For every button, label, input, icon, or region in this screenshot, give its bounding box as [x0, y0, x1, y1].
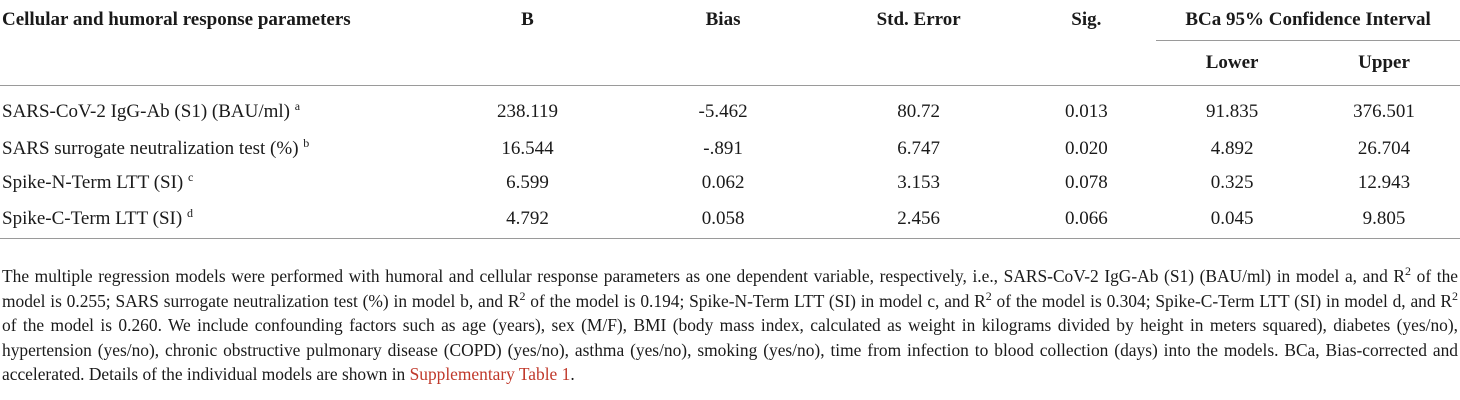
header-bias: Bias: [705, 9, 741, 30]
cell-lower: 0.325: [1210, 172, 1254, 193]
cell-sig: 0.066: [1016, 200, 1156, 239]
cell-upper: 12.943: [1357, 172, 1411, 193]
cell-bias: 0.062: [701, 172, 745, 193]
footnote-sup-4: 2: [1451, 288, 1458, 303]
cell-std-error: 3.153: [897, 172, 941, 193]
cell-param: [0, 132, 430, 166]
table-row: [0, 200, 1460, 239]
cell-lower: 0.045: [1156, 200, 1308, 239]
supplementary-table-link[interactable]: Supplementary Table 1: [409, 364, 571, 385]
table-row: [0, 86, 1460, 133]
param-label: SARS-CoV-2 IgG-Ab (S1) (BAU/ml): [2, 101, 291, 122]
cell-bias: -.891: [703, 138, 743, 159]
footnote-text-5: of the model is 0.260. We include confounding factors such as age (years), sex (M/F), BMI (body mass index, calculated as weight in kilograms divided by height in meters squared), diabetes (yes/no), hypertension (yes/no), chronic obstructive pulmonary disease (COPD) (yes/no), asthma (yes/no), smoking (yes/no), time from infection to blood collection (days) into the models. BCa, Bias-corrected and accelerated. Details of the individual models are shown in: [2, 315, 1458, 385]
header-sig: Sig.: [1071, 9, 1102, 30]
cell-b: 16.544: [501, 138, 554, 159]
header-lower: Lower: [1205, 52, 1259, 73]
header-param: Cellular and humoral response parameters: [2, 9, 351, 30]
cell-sig: 0.020: [1064, 138, 1108, 159]
table-footnote: [2, 264, 1458, 387]
footnote-text-3: of the model is 0.194; Spike-N-Term LTT (SI) in model c, and R: [525, 290, 986, 311]
param-footnote-marker: a: [294, 99, 301, 113]
cell-b: 6.599: [506, 172, 549, 193]
header-row-1: [0, 0, 1460, 41]
header-ci: BCa 95% Confidence Interval: [1156, 0, 1460, 41]
param-footnote-marker: b: [303, 136, 310, 150]
cell-lower: 4.892: [1210, 138, 1254, 159]
footnote-text-2: of the model is 0.255; SARS surrogate neutralization test (%) in model b, and R: [2, 266, 1458, 311]
param-label: Spike-C-Term LTT (SI): [2, 208, 183, 229]
param-label: Spike-N-Term LTT (SI): [2, 172, 184, 193]
cell-lower: 91.835: [1156, 86, 1308, 133]
footnote-text-4: of the model is 0.304; Spike-C-Term LTT (SI) in model d, and R: [991, 290, 1452, 311]
footnote-sup-3: 2: [985, 288, 992, 303]
cell-param: [0, 86, 430, 133]
header-std-error: Std. Error: [876, 9, 961, 30]
header-b: B: [521, 9, 534, 30]
cell-std-error: 80.72: [821, 86, 1017, 133]
cell-b: 238.119: [430, 86, 626, 133]
table-row: [0, 166, 1460, 200]
cell-upper: 376.501: [1308, 86, 1460, 133]
cell-bias: -5.462: [625, 86, 821, 133]
footnote-text-1: The multiple regression models were performed with humoral and cellular response parameters as one dependent variable, respectively, i.e., SARS-CoV-2 IgG-Ab (S1) (BAU/ml) in model a, and R: [2, 266, 1405, 286]
header-upper: Upper: [1358, 52, 1410, 73]
footnote-end: .: [570, 364, 575, 385]
cell-upper: 26.704: [1357, 138, 1411, 159]
cell-std-error: 6.747: [897, 138, 941, 159]
footnote-sup-2: 2: [519, 288, 526, 303]
cell-upper: 9.805: [1308, 200, 1460, 239]
param-footnote-marker: d: [186, 206, 193, 220]
cell-sig: 0.013: [1016, 86, 1156, 133]
cell-std-error: 2.456: [821, 200, 1017, 239]
cell-b: 4.792: [430, 200, 626, 239]
cell-param: [0, 166, 430, 200]
table-row: [0, 132, 1460, 166]
param-footnote-marker: c: [188, 170, 194, 184]
cell-sig: 0.078: [1064, 172, 1108, 193]
table-body: [0, 86, 1460, 239]
cell-bias: 0.058: [625, 200, 821, 239]
footnote-sup-1: 2: [1405, 264, 1411, 278]
cell-param: [0, 200, 430, 239]
param-label: SARS surrogate neutralization test (%): [2, 138, 299, 159]
